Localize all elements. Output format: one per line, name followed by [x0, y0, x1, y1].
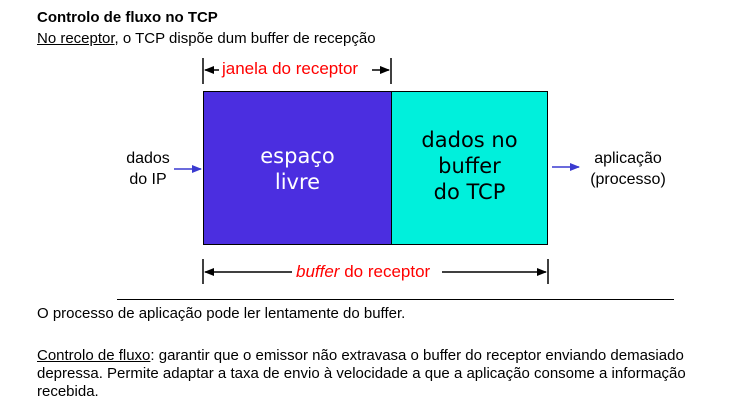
flow-control-term: Controlo de fluxo [37, 347, 151, 364]
paragraph-flow-control [37, 347, 737, 401]
ip-data-label: dados do IP [126, 150, 170, 188]
divider-line [117, 299, 674, 300]
flow-control-definition: : garantir que o emissor não extravasa o buffer do receptor enviando demasiado depressa. Permite adaptar a taxa de envio à velocidade a que a aplicação consome a informação recebida. [37, 347, 686, 400]
buffer-label-rest: do receptor [339, 262, 431, 281]
paragraph-app-reading: O processo de aplicação pode ler lentamente do buffer. [37, 305, 406, 322]
receiver-buffer-label [296, 262, 430, 282]
receiver-window-label: janela do receptor [222, 59, 359, 78]
slide-title: Controlo de fluxo no TCP [37, 9, 218, 26]
buffered-data-label: dados no buffer do TCP [421, 128, 518, 204]
buffer-label-italic: buffer [296, 262, 340, 281]
subtitle-underlined: No receptor [37, 30, 115, 47]
subtitle-rest: , o TCP dispõe dum buffer de recepção [114, 30, 376, 47]
free-space-label: espaço livre [260, 144, 335, 194]
application-label: aplicação (processo) [590, 150, 666, 188]
